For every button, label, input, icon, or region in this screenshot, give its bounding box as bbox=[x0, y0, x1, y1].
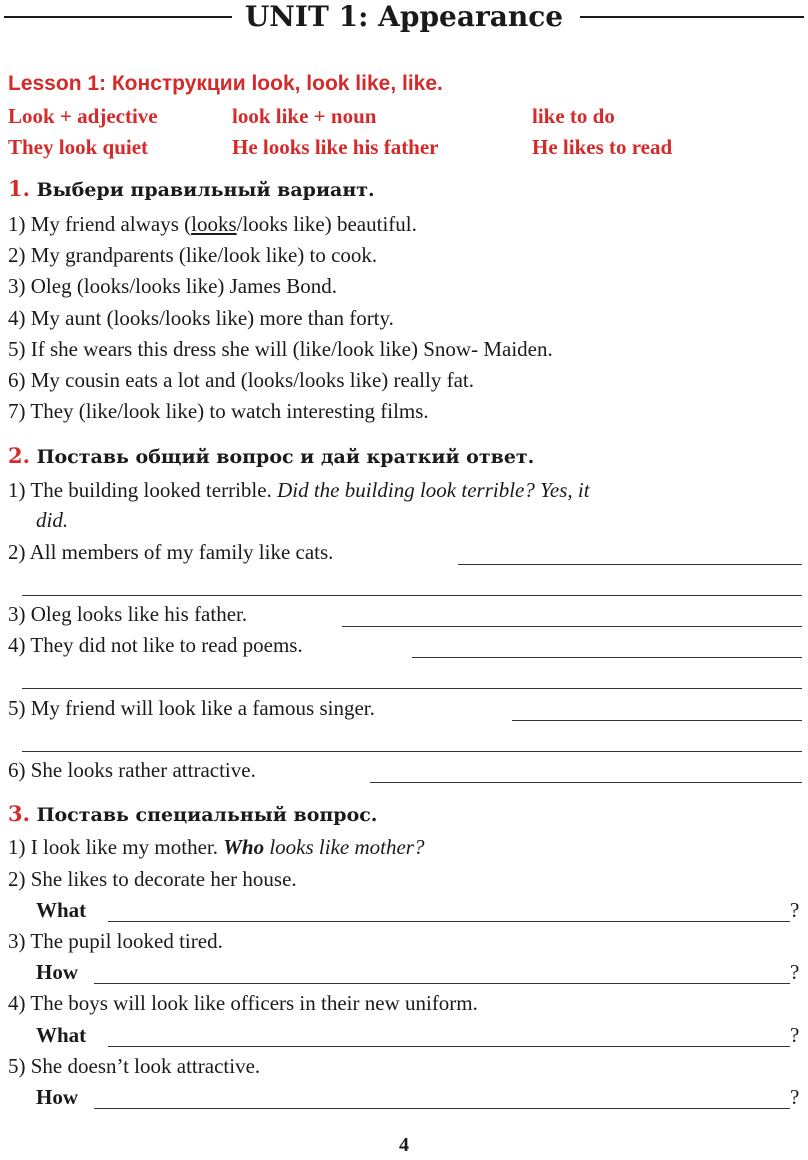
answer-blank[interactable] bbox=[412, 657, 802, 658]
rule-pattern: Look + adjective bbox=[8, 104, 158, 128]
list-item: 3) The pupil looked tired. bbox=[8, 929, 223, 953]
rule-example: He looks like his father bbox=[232, 135, 439, 159]
answer-blank[interactable] bbox=[108, 921, 790, 922]
answer-blank[interactable] bbox=[94, 1108, 790, 1109]
answer-blank[interactable] bbox=[22, 688, 802, 689]
list-item: 6) My cousin eats a lot and (looks/looks like) really fat. bbox=[8, 368, 474, 392]
question-word: What bbox=[36, 1023, 87, 1047]
list-item: 4) My aunt (looks/looks like) more than forty. bbox=[8, 306, 394, 330]
question-word: How bbox=[36, 1085, 78, 1109]
example-answer: looks like mother? bbox=[269, 835, 425, 859]
exercise-instruction: Поставь специальный вопрос. bbox=[36, 804, 378, 826]
rule-example: They look quiet bbox=[8, 135, 149, 159]
answer-blank[interactable] bbox=[108, 1046, 790, 1047]
list-item: 6) She looks rather attractive. bbox=[8, 758, 256, 782]
list-item: 5) My friend will look like a famous singer. bbox=[8, 696, 375, 720]
lesson-title: Lesson 1: Конструкции look, look like, like. bbox=[8, 72, 443, 95]
question-mark: ? bbox=[790, 1023, 800, 1047]
list-item: 3) Oleg (looks/looks like) James Bond. bbox=[8, 274, 337, 298]
exercise-instruction: Поставь общий вопрос и дай краткий ответ. bbox=[36, 446, 535, 468]
list-item: 1) The building looked terrible. Did the building look terrible? Yes, it bbox=[8, 478, 590, 502]
page-title: UNIT 1: Appearance bbox=[233, 0, 575, 33]
list-item: 1) My friend always (looks/looks like) beautiful. bbox=[8, 212, 417, 236]
question-mark: ? bbox=[790, 1085, 800, 1109]
unit-header bbox=[0, 0, 808, 36]
answer-blank[interactable] bbox=[512, 720, 802, 721]
answer-blank[interactable] bbox=[22, 751, 802, 752]
exercise-number: 3. bbox=[8, 801, 30, 826]
exercise-1-heading bbox=[8, 176, 375, 203]
list-item: 5) She doesn’t look attractive. bbox=[8, 1054, 261, 1078]
list-item: 1) I look like my mother. Who looks like mother? bbox=[8, 835, 425, 859]
exercise-2-heading bbox=[8, 443, 534, 470]
answer-blank[interactable] bbox=[370, 782, 802, 783]
list-item: 2) She likes to decorate her house. bbox=[8, 867, 297, 891]
question-mark: ? bbox=[790, 898, 800, 922]
list-item: 2) All members of my family like cats. bbox=[8, 540, 334, 564]
example-answer: Did the building look terrible? Yes, it bbox=[277, 478, 590, 502]
list-item: 4) They did not like to read poems. bbox=[8, 633, 303, 657]
example-answer-bold: Who bbox=[223, 835, 265, 859]
rule-pattern: look like + noun bbox=[232, 104, 377, 128]
answer-blank[interactable] bbox=[342, 626, 802, 627]
underlined-answer: looks bbox=[191, 212, 237, 236]
question-word: What bbox=[36, 898, 87, 922]
exercise-number: 2. bbox=[8, 443, 30, 468]
exercise-3-heading bbox=[8, 801, 377, 828]
exercise-instruction: Выбери правильный вариант. bbox=[36, 179, 375, 201]
list-item: 5) If she wears this dress she will (like/look like) Snow- Maiden. bbox=[8, 337, 553, 361]
answer-blank[interactable] bbox=[458, 564, 802, 565]
question-mark: ? bbox=[790, 960, 800, 984]
rule-example: He likes to read bbox=[532, 135, 673, 159]
answer-blank[interactable] bbox=[22, 595, 802, 596]
list-item: 3) Oleg looks like his father. bbox=[8, 602, 248, 626]
list-item: 2) My grandparents (like/look like) to cook. bbox=[8, 243, 378, 267]
exercise-number: 1. bbox=[8, 176, 30, 201]
rule-pattern: like to do bbox=[532, 104, 615, 128]
page-number: 4 bbox=[399, 1134, 409, 1156]
example-answer-cont: did. bbox=[36, 508, 69, 532]
answer-blank[interactable] bbox=[94, 983, 790, 984]
list-item: 7) They (like/look like) to watch interesting films. bbox=[8, 399, 429, 423]
question-word: How bbox=[36, 960, 78, 984]
list-item: 4) The boys will look like officers in their new uniform. bbox=[8, 991, 478, 1015]
